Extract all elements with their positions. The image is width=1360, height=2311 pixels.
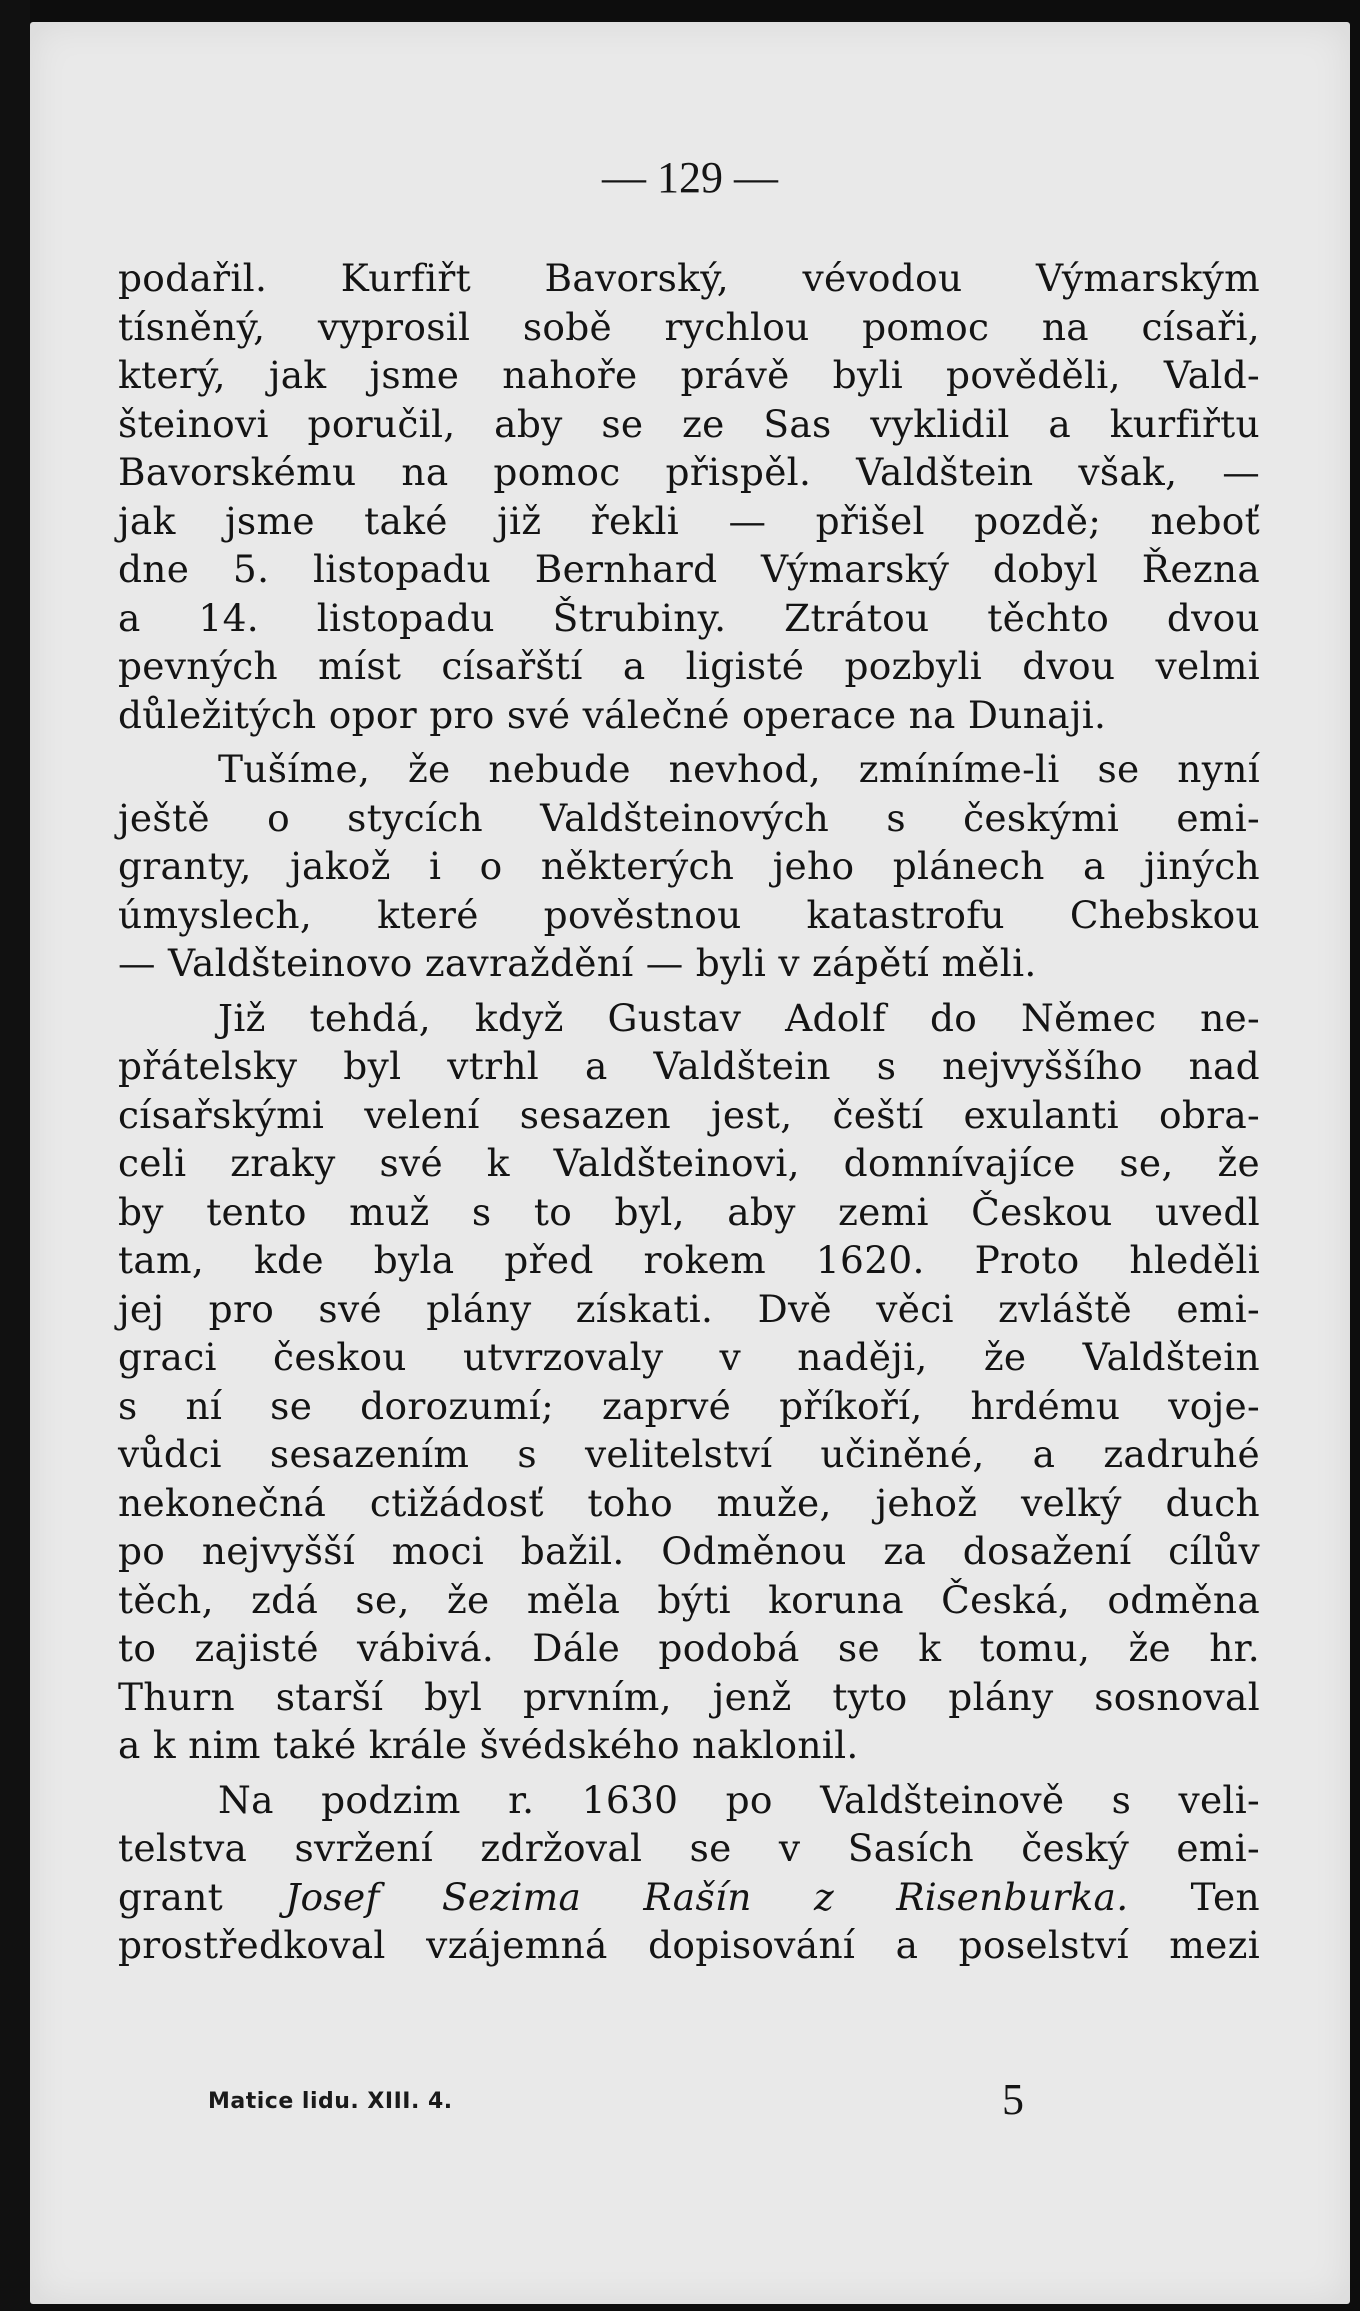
text-line: císařskými velení sesazen jest, čeští exulanti obra-	[118, 1092, 1260, 1137]
body-text	[118, 254, 1260, 1970]
paragraph	[118, 745, 1260, 988]
printer-signature: Matice lidu. XIII. 4.	[208, 2089, 453, 2114]
text-line: jak jsme také již řekli — přišel pozdě; neboť	[118, 498, 1260, 543]
text-line: Tušíme, že nebude nevhod, zmíníme-li se nyní	[218, 747, 1260, 791]
scan-left-border	[0, 0, 30, 2311]
sheet-number: 5	[1002, 2075, 1024, 2124]
text-line: by tento muž s to byl, aby zemi Českou uvedl	[118, 1189, 1260, 1234]
italic-name: Josef Sezima Rašín z Risenburka.	[285, 1874, 1129, 1919]
text-line: Thurn starší byl prvním, jenž tyto plány sosnoval	[118, 1674, 1260, 1719]
text-line: a 14. listopadu Štrubiny. Ztrátou těchto dvou	[118, 595, 1260, 640]
text-line: tam, kde byla před rokem 1620. Proto hleděli	[118, 1238, 1260, 1282]
text-line: podařil. Kurfiřt Bavorský, vévodou Výmarským	[118, 256, 1260, 300]
text-line: Již tehdá, když Gustav Adolf do Němec ne-	[218, 995, 1260, 1040]
page-number: — 129 —	[602, 153, 778, 202]
text-line: přátelsky byl vtrhl a Valdštein s nejvyššího nad	[118, 1044, 1260, 1088]
text-line: dne 5. listopadu Bernhard Výmarský dobyl Řezna	[118, 547, 1260, 591]
text-line: tísněný, vyprosil sobě rychlou pomoc na císaři,	[118, 304, 1260, 349]
text-line: telstva svržení zdržoval se v Sasích český emi-	[118, 1826, 1260, 1870]
paragraph	[118, 994, 1260, 1770]
text-line: to zajisté vábivá. Dále podobá se k tomu, že hr.	[118, 1626, 1260, 1670]
text-line: celi zraky své k Valdšteinovi, domnívajíce se, že	[118, 1141, 1260, 1185]
text-line: šteinovi poručil, aby se ze Sas vyklidil a kurfiřtu	[118, 401, 1260, 446]
text-line: důležitých opor pro své válečné operace na Dunaji.	[118, 692, 1107, 737]
text-line: s ní se dorozumí; zaprvé příkoří, hrdému voje-	[118, 1383, 1260, 1428]
paragraph	[118, 1776, 1260, 1970]
text-line: nekonečná ctižádosť toho muže, jehož velký duch	[118, 1480, 1260, 1525]
text-line: granty, jakož i o některých jeho plánech a jiných	[118, 844, 1260, 888]
text-line: grant Josef Sezima Rašín z Risenburka. Ten	[118, 1874, 1260, 1919]
text-line: vůdci sesazením s velitelství učiněné, a zadruhé	[118, 1432, 1260, 1476]
text-line: graci českou utvrzovaly v naději, že Valdštein	[118, 1335, 1260, 1379]
text-line: prostředkoval vzájemná dopisování a poselství mezi	[118, 1923, 1260, 1967]
book-page	[30, 22, 1350, 2304]
text-line: Na podzim r. 1630 po Valdšteinově s veli-	[218, 1777, 1260, 1822]
text-line: který, jak jsme nahoře právě byli pověděli, Vald-	[118, 353, 1260, 397]
text-line: a k nim také krále švédského naklonil.	[118, 1723, 859, 1767]
text-line: po nejvyšší moci bažil. Odměnou za dosažení cílův	[118, 1529, 1260, 1573]
text-line: pevných míst císařští a ligisté pozbyli dvou velmi	[118, 644, 1260, 688]
text-line: ještě o stycích Valdšteinových s českými emi-	[118, 795, 1260, 840]
text-line: Bavorskému na pomoc přispěl. Valdštein však, —	[118, 450, 1260, 494]
text-line: — Valdšteinovo zavraždění — byli v zápětí měli.	[118, 941, 1037, 985]
text-line: těch, zdá se, že měla býti koruna Česká, odměna	[118, 1577, 1260, 1622]
text-line: úmyslech, které pověstnou katastrofu Chebskou	[118, 892, 1260, 937]
paragraph	[118, 254, 1260, 739]
text-line: jej pro své plány získati. Dvě věci zvláště emi-	[118, 1286, 1260, 1331]
